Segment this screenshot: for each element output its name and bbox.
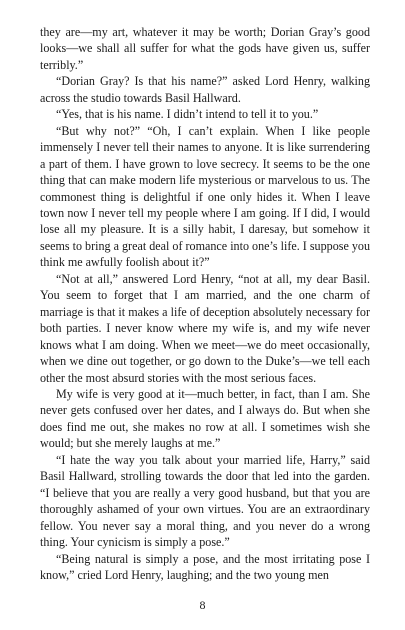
paragraph: “But why not?” “Oh, I can’t explain. When I like people immensely I never tell their names to anyone. It is like surrendering a part of them. I have grown to love secrecy. It seems to be the one thing that can make modern life mysterious or marvelous to us. The commonest thing is delightful if one only hides it. When I leave town now I never tell my people where I am going. If I did, I would lose all my pleasure. It is a silly habit, I daresay, but somehow it seems to bring a great deal of romance into one’s life. I suppose you think me awfully foolish about it?” (40, 123, 370, 270)
paragraph: “I hate the way you talk about your married life, Harry,” said Basil Hallward, strolling towards the door that led into the garden. “I believe that you are really a very good husband, but that you are thoroughly ashamed of your own virtues. You are an extraordinary fellow. You never say a moral thing, and you never do a wrong thing. Your cynicism is simply a pose.” (40, 452, 370, 550)
paragraph: “Not at all,” answered Lord Henry, “not at all, my dear Basil. You seem to forget that I am married, and the one charm of marriage is that it makes a life of deception absolutely necessary for both parties. I never know where my wife is, and my wife never knows what I am doing. When we meet—we do meet occasionally, when we dine out together, or go down to the Duke’s—we tell each other the most absurd stories with the most serious faces. (40, 271, 370, 385)
paragraph-continuation: they are—my art, whatever it may be worth; Dorian Gray’s good looks—we shall all suffer for what the gods have given us, suffer terribly.” (40, 25, 370, 72)
paragraph: “Yes, that is his name. I didn’t intend to tell it to you.” (56, 107, 319, 122)
paragraph: My wife is very good at it—much better, in fact, than I am. She never gets confused over her dates, and I always do. But when she does find me out, she makes no row at all. I sometimes wish she would; but she merely laughs at me.” (40, 386, 370, 451)
body-text (40, 24, 370, 583)
page-number: 8 (199, 598, 206, 612)
paragraph: “Being natural is simply a pose, and the most irritating pose I know,” cried Lord Henry, laughing; and the two young men (40, 551, 370, 582)
paragraph: “Dorian Gray? Is that his name?” asked Lord Henry, walking across the studio towards Basil Hallward. (40, 74, 370, 105)
